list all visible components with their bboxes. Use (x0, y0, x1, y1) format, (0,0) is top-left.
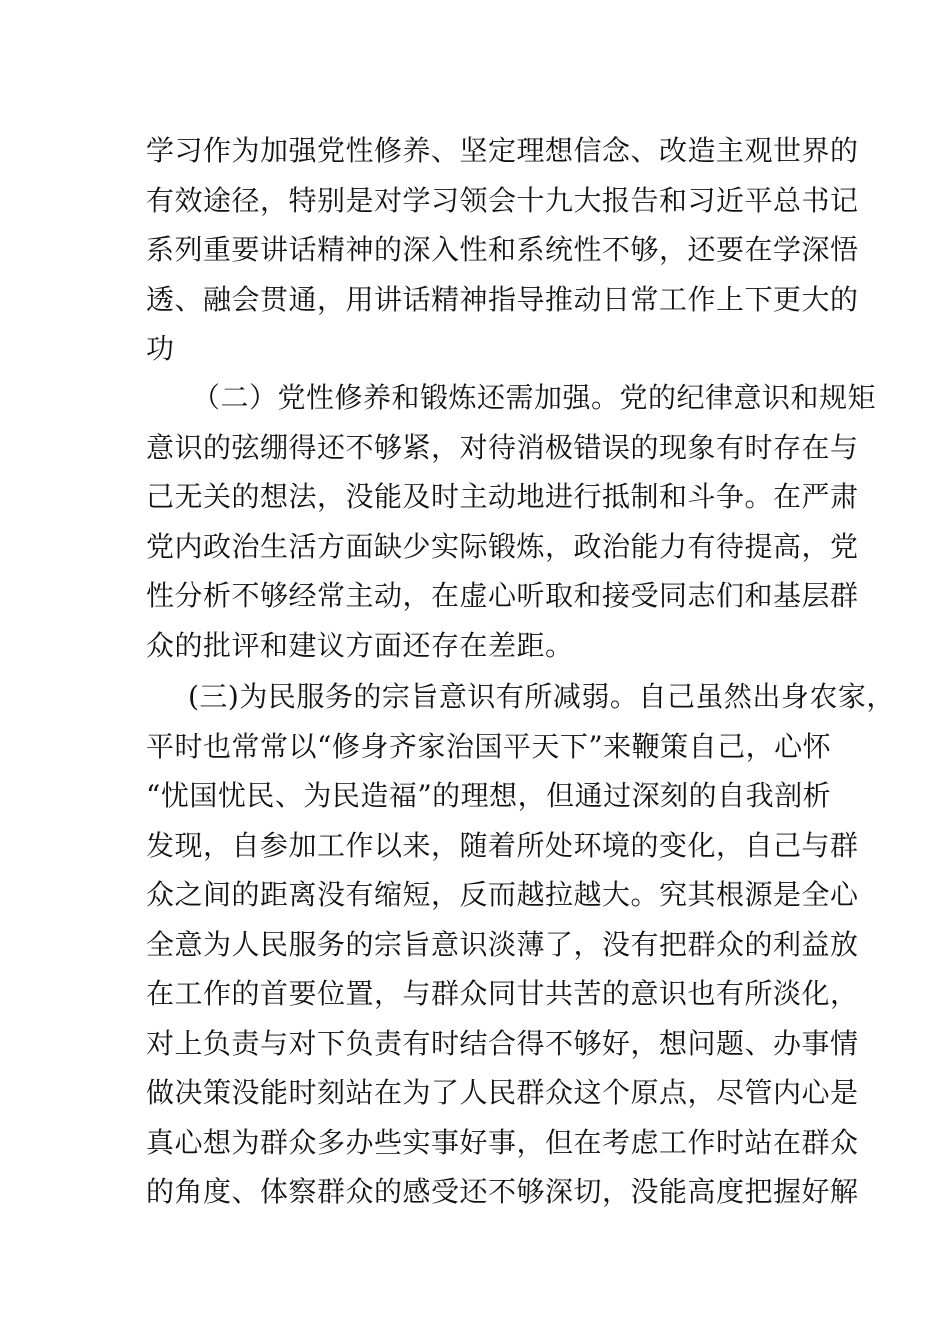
text-line: 党内政治生活方面缺少实际锻炼，政治能力有待提高，党 (146, 529, 859, 563)
paragraph-serve-people (146, 672, 895, 1217)
text-line: 己无关的想法，没能及时主动地进行抵制和斗争。在严肃 (146, 480, 859, 513)
text-line: 有效途径，特别是对学习领会十九大报告和习近平总书记 (146, 183, 859, 217)
text-line: 在工作的首要位置，与群众同甘共苦的意识也有所淡化， (146, 977, 859, 1010)
text-line: 功 (146, 332, 175, 365)
text-line: 性分析不够经常主动，在虚心听取和接受同志们和基层群 (146, 579, 859, 612)
text-line: 学习作为加强党性修养、坚定理想信念、改造主观世界的 (146, 134, 859, 167)
text-line: 全意为人民服务的宗旨意识淡薄了，没有把群众的利益放 (146, 927, 859, 961)
text-line: 的角度、体察群众的感受还不够深切，没能高度把握好解 (146, 1175, 859, 1208)
text-line: 系列重要讲话精神的深入性和系统性不够，还要在学深悟 (146, 233, 859, 266)
text-line: （二）党性修养和锻炼还需加强。党的纪律意识和规矩 (192, 381, 877, 414)
text-line: 众的批评和建议方面还存在差距。 (146, 628, 574, 662)
text-line: 真心想为群众多办些实事好事，但在考虑工作时站在群众 (146, 1125, 859, 1159)
text-line: 透、融会贯通，用讲话精神指导推动日常工作上下更大的 (146, 282, 859, 316)
text-line: “忧国忧民、为民造福”的理想，但通过深刻的自我剖析 (146, 779, 832, 812)
paragraph-party-cultivation (146, 373, 877, 670)
text-line: 做决策没能时刻站在为了人民群众这个原点，尽管内心是 (146, 1076, 859, 1109)
text-line: 发现，自参加工作以来，随着所处环境的变化，自己与群 (146, 828, 859, 862)
text-line: 平时也常常以“修身齐家治国平天下”来鞭策自己，心怀 (146, 729, 832, 763)
text-line: (三)为民服务的宗旨意识有所减弱。自己虽然出身农家， (188, 680, 895, 713)
text-line: 意识的弦绷得还不够紧，对待消极错误的现象有时存在与 (146, 430, 859, 464)
text-line: 对上负责与对下负责有时结合得不够好，想问题、办事情 (146, 1026, 859, 1060)
text-line: 众之间的距离没有缩短，反而越拉越大。究其根源是全心 (146, 878, 859, 911)
paragraph-study (146, 126, 859, 374)
